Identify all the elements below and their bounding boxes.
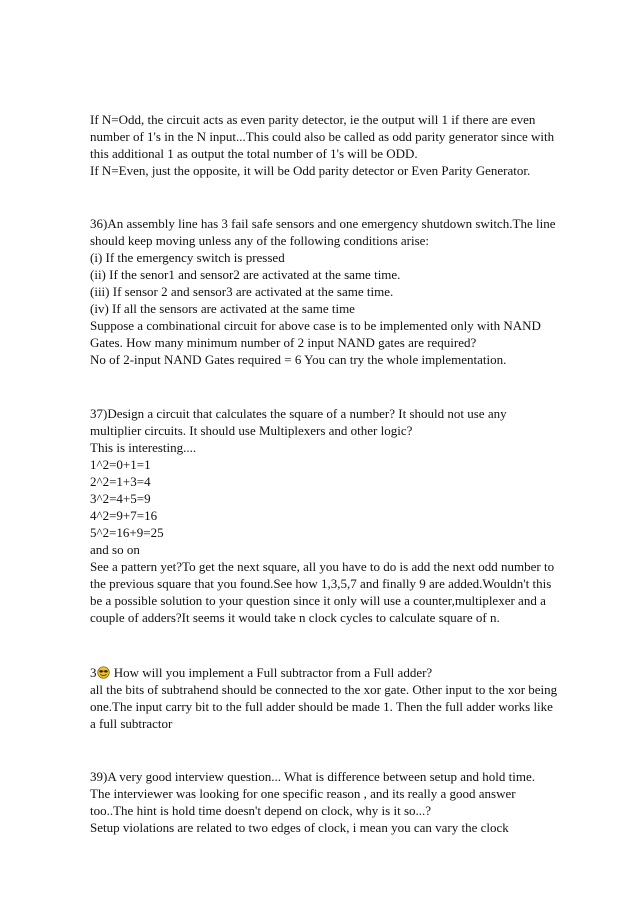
text-line: number of 1's in the N input...This could also be called as odd parity generator since with (90, 129, 555, 144)
question-37-line: 4^2=9+7=16 (90, 508, 158, 523)
text-line: If N=Even, just the opposite, it will be Odd parity detector or Even Parity Generator. (90, 163, 531, 178)
question-36-line: Gates. How many minimum number of 2 input NAND gates are required? (90, 335, 477, 350)
question-37-line: couple of adders?It seems it would take n clock cycles to calculate square of n. (90, 610, 500, 625)
question-36-line: 36)An assembly line has 3 fail safe sensors and one emergency shutdown switch.The line (90, 216, 556, 231)
question-36-line: (iv) If all the sensors are activated at the same time (90, 301, 355, 316)
question-37-line: multiplier circuits. It should use Multiplexers and other logic? (90, 423, 413, 438)
question-37-line: be a possible solution to your question since it only will use a counter,multiplexer and a (90, 593, 546, 608)
smiley-sunglasses-icon (97, 666, 110, 679)
question-36-line: (i) If the emergency switch is pressed (90, 250, 285, 265)
question-37-line: and so on (90, 542, 140, 557)
question-37-line: See a pattern yet?To get the next square, all you have to do is add the next odd number to (90, 559, 555, 574)
question-37-line: 1^2=0+1=1 (90, 457, 151, 472)
question-38-line: a full subtractor (90, 716, 173, 731)
text-line: If N=Odd, the circuit acts as even parity detector, ie the output will 1 if there are even (90, 112, 536, 127)
question-39-line: too..The hint is hold time doesn't depend on clock, why is it so...? (90, 803, 432, 818)
question-38-line: all the bits of subtrahend should be connected to the xor gate. Other input to the xor being (90, 682, 558, 697)
question-39-line: The interviewer was looking for one specific reason , and its really a good answer (90, 786, 516, 801)
question-36-line: (iii) If sensor 2 and sensor3 are activated at the same time. (90, 284, 394, 299)
question-36-line: should keep moving unless any of the following conditions arise: (90, 233, 430, 248)
text-line: this additional 1 as output the total number of 1's will be ODD. (90, 146, 418, 161)
question-37-line: This is interesting.... (90, 440, 197, 455)
question-39-line: 39)A very good interview question... What is difference between setup and hold time. (90, 769, 536, 784)
question-36-line: (ii) If the senor1 and sensor2 are activated at the same time. (90, 267, 401, 282)
question-36-line: Suppose a combinational circuit for above case is to be implemented only with NAND (90, 318, 541, 333)
question-38-line: one.The input carry bit to the full adder should be made 1. Then the full adder works like (90, 699, 553, 714)
question-36-line: No of 2-input NAND Gates required = 6 You can try the whole implementation. (90, 352, 507, 367)
question-38-title: How will you implement a Full subtractor from a Full adder? (110, 665, 433, 680)
question-38-first-line (90, 664, 432, 681)
question-38-number: 3 (90, 665, 97, 680)
question-37-line: 5^2=16+9=25 (90, 525, 164, 540)
question-37-line: the previous square that you found.See how 1,3,5,7 and finally 9 are added.Wouldn't this (90, 576, 552, 591)
question-37-line: 3^2=4+5=9 (90, 491, 151, 506)
question-39-line: Setup violations are related to two edges of clock, i mean you can vary the clock (90, 820, 509, 835)
question-37-line: 37)Design a circuit that calculates the square of a number? It should not use any (90, 406, 507, 421)
question-37-line: 2^2=1+3=4 (90, 474, 151, 489)
